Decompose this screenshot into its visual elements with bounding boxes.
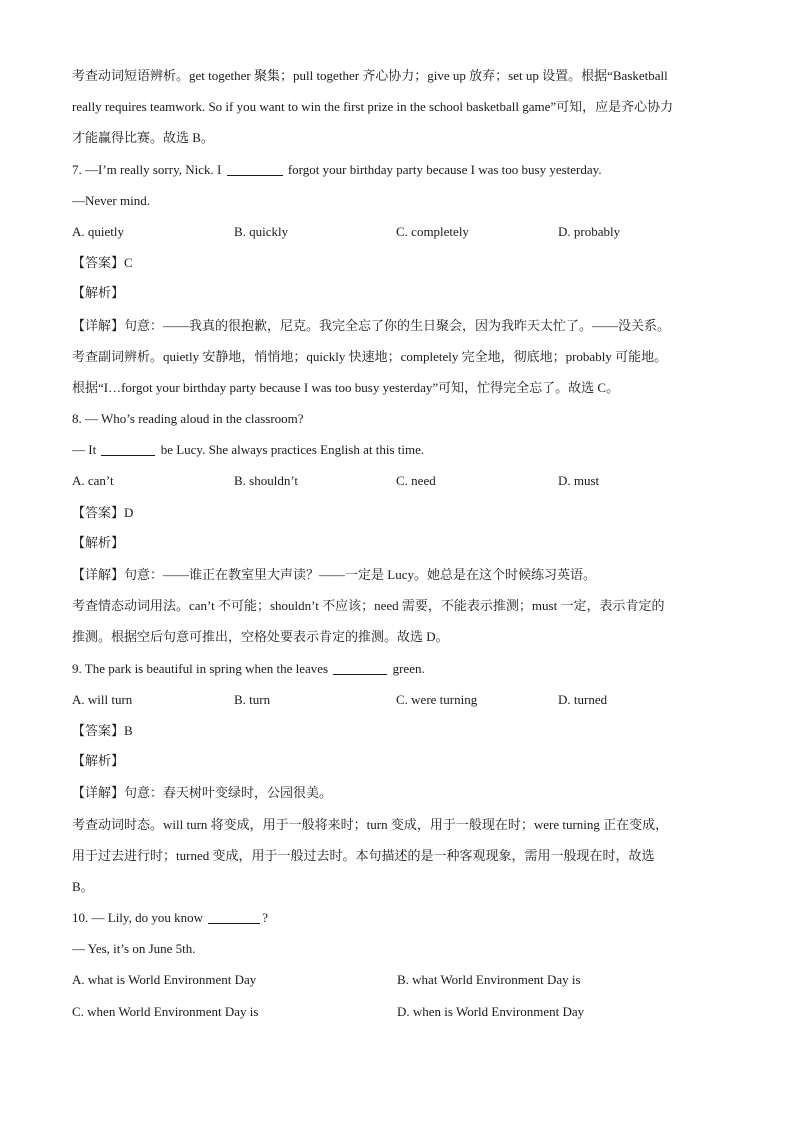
question-8-reply: — It be Lucy. She always practices English at this time.: [72, 442, 425, 458]
answer-blank: [101, 441, 155, 456]
answer-line: [72, 497, 732, 528]
option-b: B. turn: [234, 691, 271, 707]
answer-blank: [333, 660, 387, 675]
question-9-options: [72, 684, 732, 715]
option-b: B. shouldn’t: [234, 473, 299, 489]
option-b: B. what World Environment Day is: [397, 972, 581, 988]
explanation-line: really requires teamwork. So if you want to win the first prize in the school basketball game”可知，应是齐心协力: [72, 99, 674, 115]
document-page: [72, 60, 732, 1027]
detail-line: 【详解】句意：——我真的很抱歉，尼克。我完全忘了你的生日聚会，因为我昨天太忙了。——没关系。: [72, 317, 671, 334]
question-10-options-row1: [72, 964, 732, 995]
detail-tag: 【详解】: [72, 318, 125, 334]
option-b: B. quickly: [234, 223, 289, 239]
answer-tag: 【答案】: [72, 723, 125, 739]
explanation-line: 考查动词短语辨析。get together 聚集；pull together 齐心协力；give up 放弃；set up 设置。根据“Basketball: [72, 68, 668, 83]
analysis-tag: 【解析】: [72, 286, 125, 302]
explanation-line: 考查情态动词用法。can’t 不可能；shouldn’t 不应该；need 需要，不能表示推测；must 一定，表示肯定的: [72, 598, 665, 614]
answer-tag: 【答案】: [72, 256, 125, 272]
question-7-options: [72, 216, 732, 247]
answer-line: [72, 247, 732, 278]
explanation-line: B。: [72, 878, 94, 894]
question-9-stem: 9. The park is beautiful in spring when the leaves green.: [72, 660, 425, 676]
option-d: D. turned: [558, 691, 608, 707]
question-8-options: [72, 465, 732, 496]
detail-line: 【详解】句意：——谁正在教室里大声读？——一定是 Lucy。她总是在这个时候练习英语。: [72, 567, 596, 583]
question-10-options-row2: [72, 996, 732, 1027]
question-8-stem: 8. — Who’s reading aloud in the classroom?: [72, 411, 304, 427]
question-7-reply: —Never mind.: [72, 192, 150, 208]
option-d: D. probably: [558, 223, 621, 239]
detail-tag: 【详解】: [72, 786, 125, 802]
answer-tag: 【答案】: [72, 505, 125, 521]
option-a: A. quietly: [72, 223, 124, 239]
option-c: C. when World Environment Day is: [72, 1003, 259, 1019]
explanation-line: 推测。根据空后句意可推出，空格处要表示肯定的推测。故选 D。: [72, 629, 449, 645]
option-c: C. completely: [396, 223, 469, 239]
option-c: C. need: [396, 473, 436, 489]
option-d: D. when is World Environment Day: [397, 1003, 585, 1019]
analysis-tag: 【解析】: [72, 754, 125, 770]
option-d: D. must: [558, 473, 600, 489]
option-a: A. can’t: [72, 473, 114, 489]
answer-line: [72, 715, 732, 746]
question-10-stem: 10. — Lily, do you know ?: [72, 910, 268, 926]
answer-blank: [208, 909, 260, 924]
explanation-line: 才能赢得比赛。故选 B。: [72, 130, 214, 146]
explanation-line: 考查副词辨析。quietly 安静地，悄悄地；quickly 快速地；completely 完全地，彻底地；probably 可能地。: [72, 348, 668, 364]
answer-value: C: [124, 255, 133, 271]
explanation-line: 用于过去进行时；turned 变成，用于一般过去时。本句描述的是一种客观现象，需用一般现在时，故选: [72, 847, 655, 863]
question-10-reply: — Yes, it’s on June 5th.: [72, 941, 196, 957]
answer-value: D: [124, 504, 134, 520]
detail-tag: 【详解】: [72, 568, 125, 583]
explanation-line: 根据“I…forgot your birthday party because I was too busy yesterday”可知，忙得完全忘了。故选 C。: [72, 379, 620, 395]
option-a: A. will turn: [72, 691, 133, 707]
analysis-tag: 【解析】: [72, 535, 125, 551]
detail-line: 【详解】句意：春天树叶变绿时，公园很美。: [72, 785, 333, 802]
option-a: A. what is World Environment Day: [72, 972, 257, 988]
option-c: C. were turning: [396, 691, 478, 707]
answer-blank: [227, 161, 283, 176]
question-7-stem: 7. —I’m really sorry, Nick. I forgot your birthday party because I was too busy yesterday.: [72, 161, 602, 177]
explanation-line: 考查动词时态。will turn 将变成，用于一般将来时；turn 变成，用于一般现在时；were turning 正在变成，: [72, 816, 669, 832]
answer-value: B: [124, 722, 133, 738]
